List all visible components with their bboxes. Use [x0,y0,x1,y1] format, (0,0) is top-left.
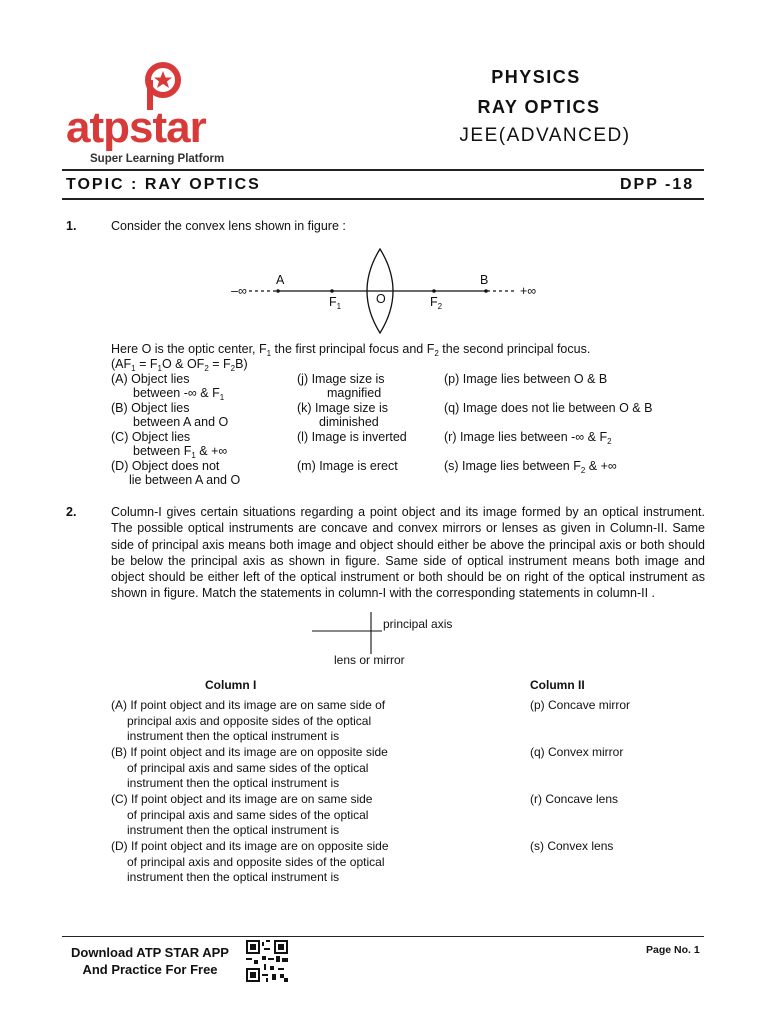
col1-item-c: (C) If point object and its image are on same side of principal axis and same sides of the optical instrument then the optical instrument is [111,792,373,838]
top-rule [62,169,704,171]
col2-item-p: (p) Concave mirror [530,698,631,712]
col1-item-a: (A) If point object and its image are on same side of principal axis and opposite sides of the optical instrument then the optical instrument is [111,698,386,744]
logo-wordmark: atpstar [66,103,206,152]
q1-option-q: (q) Image does not lie between O & B [444,401,653,415]
q1-text: Consider the convex lens shown in figure : [111,219,346,233]
col2-item-r: (r) Concave lens [530,792,619,806]
q1-option-k-cont: diminished [319,415,379,429]
q1-option-j: (j) Image size is [297,372,385,386]
q1-description-line2: ($AF_1 = F_1O$ & $OF_2 = F_2B$) [111,357,248,373]
q1-option-c-cont: between $F_1$ & +∞ [133,444,228,460]
q1-number: 1. [66,219,77,233]
fig-point-a: A [276,273,285,287]
fig-neg-inf: –∞ [231,284,247,298]
download-app-text: Download ATP STAR APP And Practice For Free [71,945,229,977]
q1-option-p: (p) Image lies between O & B [444,372,608,386]
subject-title: PHYSICS [491,67,581,87]
q1-option-a: (A) Object lies [111,372,190,386]
q1-description-line1: Here O is the optic center, $F_1$ the first principal focus and $F_2$ the second principal focus. [111,342,591,358]
dpp-label: DPP -18 [620,176,695,193]
chapter-title: RAY OPTICS [477,97,601,117]
q1-option-j-cont: magnified [327,386,382,400]
q1-option-b-cont: between A and O [133,415,229,429]
col2-item-q: (q) Convex mirror [530,745,624,759]
fig-point-o: O [376,292,386,306]
fig-pos-inf: +∞ [520,284,537,298]
fig-f2: $F_2$ [430,295,443,311]
col2-item-s: (s) Convex lens [530,839,614,853]
q1-option-s: (s) Image lies between $F_2$ & +∞ [444,459,617,475]
q1-option-l: (l) Image is inverted [297,430,407,444]
column-i-header: Column I [205,678,257,692]
fig-principal-axis-label: principal axis [383,617,453,631]
col1-item-d: (D) If point object and its image are on opposite side of principal axis and opposite sides of the optical instrument then the optical instrument is [111,839,389,885]
q1-option-m: (m) Image is erect [297,459,398,473]
principal-axis-figure [310,610,390,656]
q2-number: 2. [66,505,77,519]
page-number: Page No. 1 [646,944,700,956]
fig-f1: $F_1$ [329,295,342,311]
column-ii-header: Column II [530,678,585,692]
q2-paragraph: Column-I gives certain situations regarding a point object and its image formed by an optical instrument. The possible optical instruments are concave and convex mirrors or lenses as given in Column-II. Same side of principal axis means both image and object should either be above the principal axis or both should be below the principal axis as shown in figure. Same side of optical instrument means both image and object should be either left of the optical instrument or both should be on right of the optical instrument as shown in figure. Match the statements in column-I with the corresponding statements in column-II . [111,505,705,601]
q1-option-r: (r) Image lies between -∞ & $F_2$ [444,430,612,446]
q1-option-c: (C) Object lies [111,430,191,444]
fig-point-b: B [480,273,489,287]
topic-rule [62,198,704,200]
col1-item-b: (B) If point object and its image are on opposite side of principal axis and same sides of the optical instrument then the optical instrument is [111,745,388,791]
logo-tagline: Super Learning Platform [90,153,225,165]
q1-option-a-cont: between -∞ & $F_1$ [133,386,225,402]
q1-option-d-cont: lie between A and O [129,473,241,487]
q1-option-d: (D) Object does not [111,459,220,473]
topic-label: TOPIC : RAY OPTICS [66,176,261,193]
qr-code-icon [246,940,288,982]
fig-lens-mirror-label: lens or mirror [334,653,405,667]
exam-title: JEE(ADVANCED) [459,125,631,146]
footer-rule [62,936,704,937]
q1-option-b: (B) Object lies [111,401,190,415]
q1-option-k: (k) Image size is [297,401,388,415]
logo [66,60,246,170]
